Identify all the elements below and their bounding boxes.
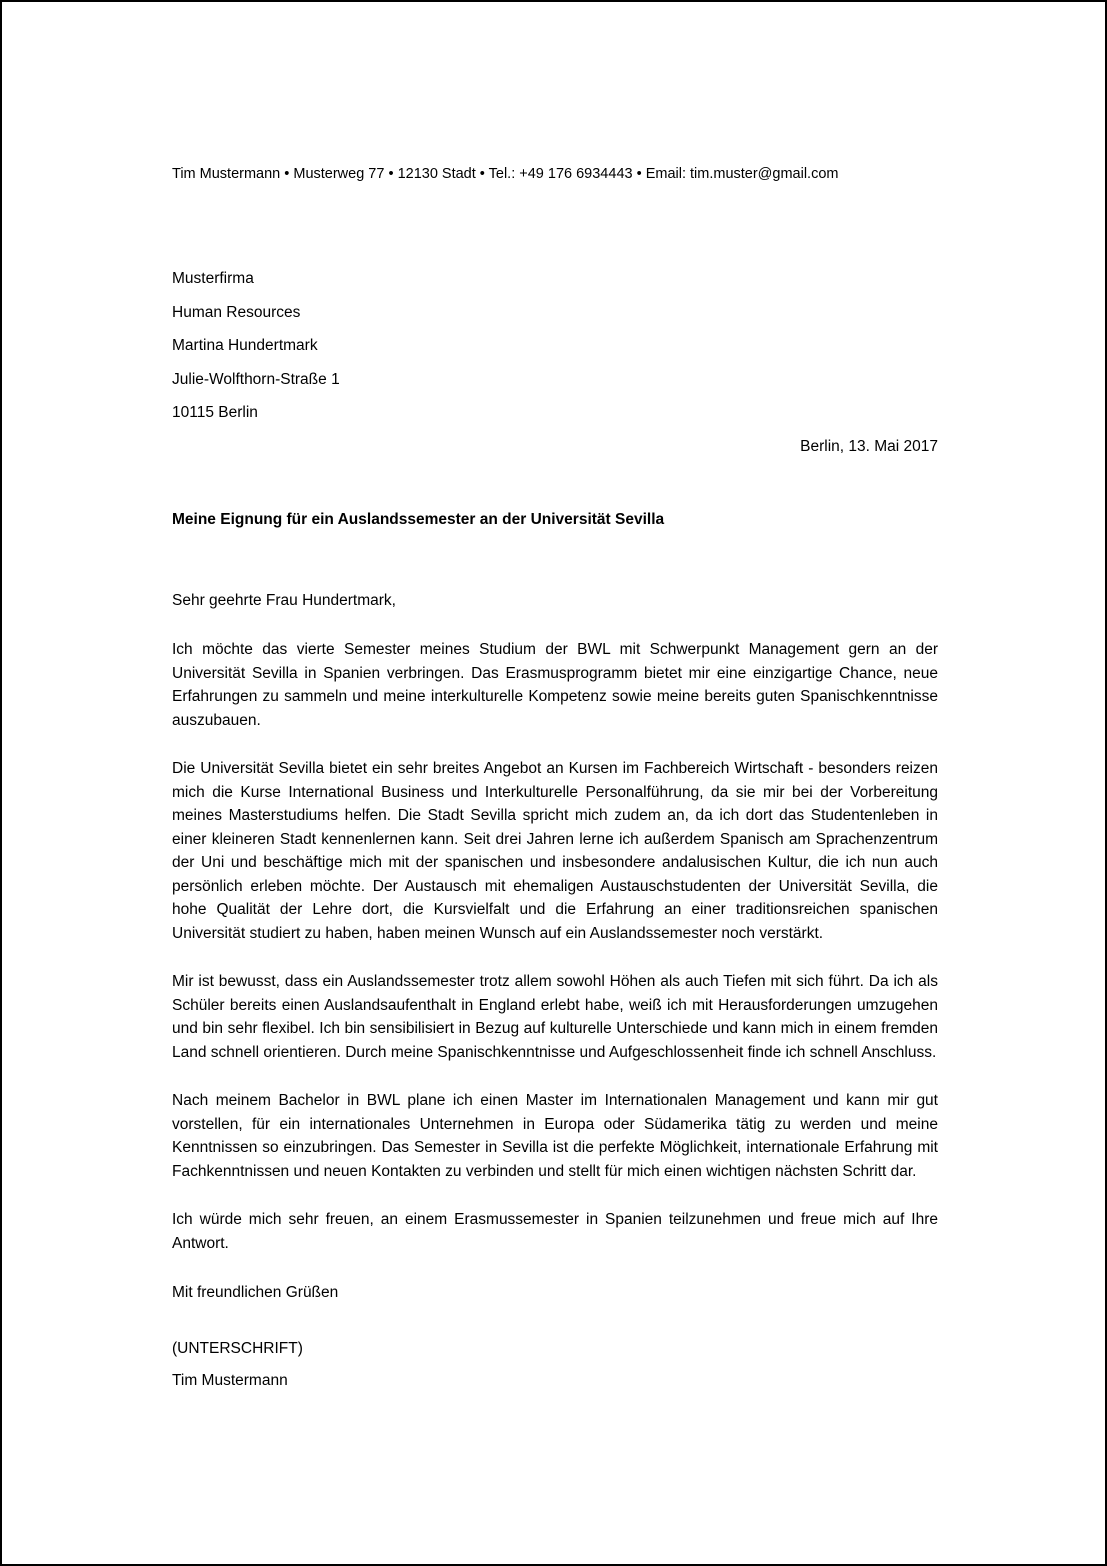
- recipient-city: 10115 Berlin: [172, 404, 258, 421]
- signature-name: Tim Mustermann: [172, 1372, 288, 1389]
- subject-line: Meine Eignung für ein Auslandssemester an der Universität Sevilla: [172, 511, 665, 528]
- recipient-street: Julie-Wolfthorn-Straße 1: [172, 370, 340, 388]
- date-line: Berlin, 13. Mai 2017: [800, 437, 938, 455]
- letter-content: [2, 2, 1105, 1393]
- recipient-contact-person: Martina Hundertmark: [172, 337, 318, 354]
- body-paragraph-4: Nach meinem Bachelor in BWL plane ich einen Master im Internationalen Management und kann mir gut vorstellen, für ein internationales Unternehmen in Europa oder Südamerika tätig zu werden und meine Kenntnissen so einzubringen. Das Semester in Sevilla ist die perfekte Möglichkeit, internationale Erfahrung mit Fachkenntnissen und neuen Kontakten zu verbinden und stellt für mich einen wichtigen nächsten Schritt dar.: [172, 1092, 938, 1180]
- recipient-company: Musterfirma: [172, 270, 254, 287]
- salutation: Sehr geehrte Frau Hundertmark,: [172, 592, 396, 609]
- body-paragraph-1: Ich möchte das vierte Semester meines Studium der BWL mit Schwerpunkt Management gern an der Universität Sevilla in Spanien verbringen. Das Erasmusprogramm bietet mir eine einzigartige Chance, neue Erfahrungen zu sammeln und meine interkulturelle Kompetenz sowie meine bereits guten Spanischkenntnisse auszubauen.: [172, 641, 938, 729]
- recipient-address-block: [172, 262, 938, 430]
- signature-placeholder: (UNTERSCHRIFT): [172, 1340, 303, 1357]
- sender-contact-line: Tim Mustermann • Musterweg 77 • 12130 Stadt • Tel.: +49 176 6934443 • Email: tim.muster@gmail.com: [172, 166, 839, 182]
- body-paragraph-3: Mir ist bewusst, dass ein Auslandssemester trotz allem sowohl Höhen als auch Tiefen mit sich führt. Da ich als Schüler bereits einen Auslandsaufenthalt in England erlebt habe, weiß ich mit Herausforderungen umzugehen und bin sehr flexibel. Ich bin sensibilisiert in Bezug auf kulturelle Unterschiede und kann mich in einem fremden Land schnell orientieren. Durch meine Spanischkenntnisse und Aufgeschlossenheit finde ich schnell Anschluss.: [172, 973, 938, 1061]
- body-paragraph-2: Die Universität Sevilla bietet ein sehr breites Angebot an Kursen im Fachbereich Wirtschaft - besonders reizen mich die Kurse International Business und Interkulturelle Personalführung, da sie mir bei der Vorbereitung meines Masterstudiums helfen. Die Stadt Sevilla spricht mich zudem an, da ich dort das Studentenleben in einer kleineren Stadt kennenlernen kann. Seit drei Jahren lerne ich außerdem Spanisch am Sprachenzentrum der Uni und beschäftige mich mit der spanischen und insbesondere andalusischen Kultur, die ich nun auch persönlich erleben möchte. Der Austausch mit ehemaligen Austauschstudenten der Universität Sevilla, die hohe Qualität der Lehre dort, die Kursvielfalt und die Erfahrung an einer traditionsreichen spanischen Universität studiert zu haben, haben meinen Wunsch auf ein Auslandssemester noch verstärkt.: [172, 760, 938, 942]
- recipient-department: Human Resources: [172, 303, 301, 321]
- closing-formula: Mit freundlichen Grüßen: [172, 1284, 339, 1301]
- body-paragraph-5: Ich würde mich sehr freuen, an einem Erasmussemester in Spanien teilzunehmen und freue mich auf Ihre Antwort.: [172, 1211, 938, 1252]
